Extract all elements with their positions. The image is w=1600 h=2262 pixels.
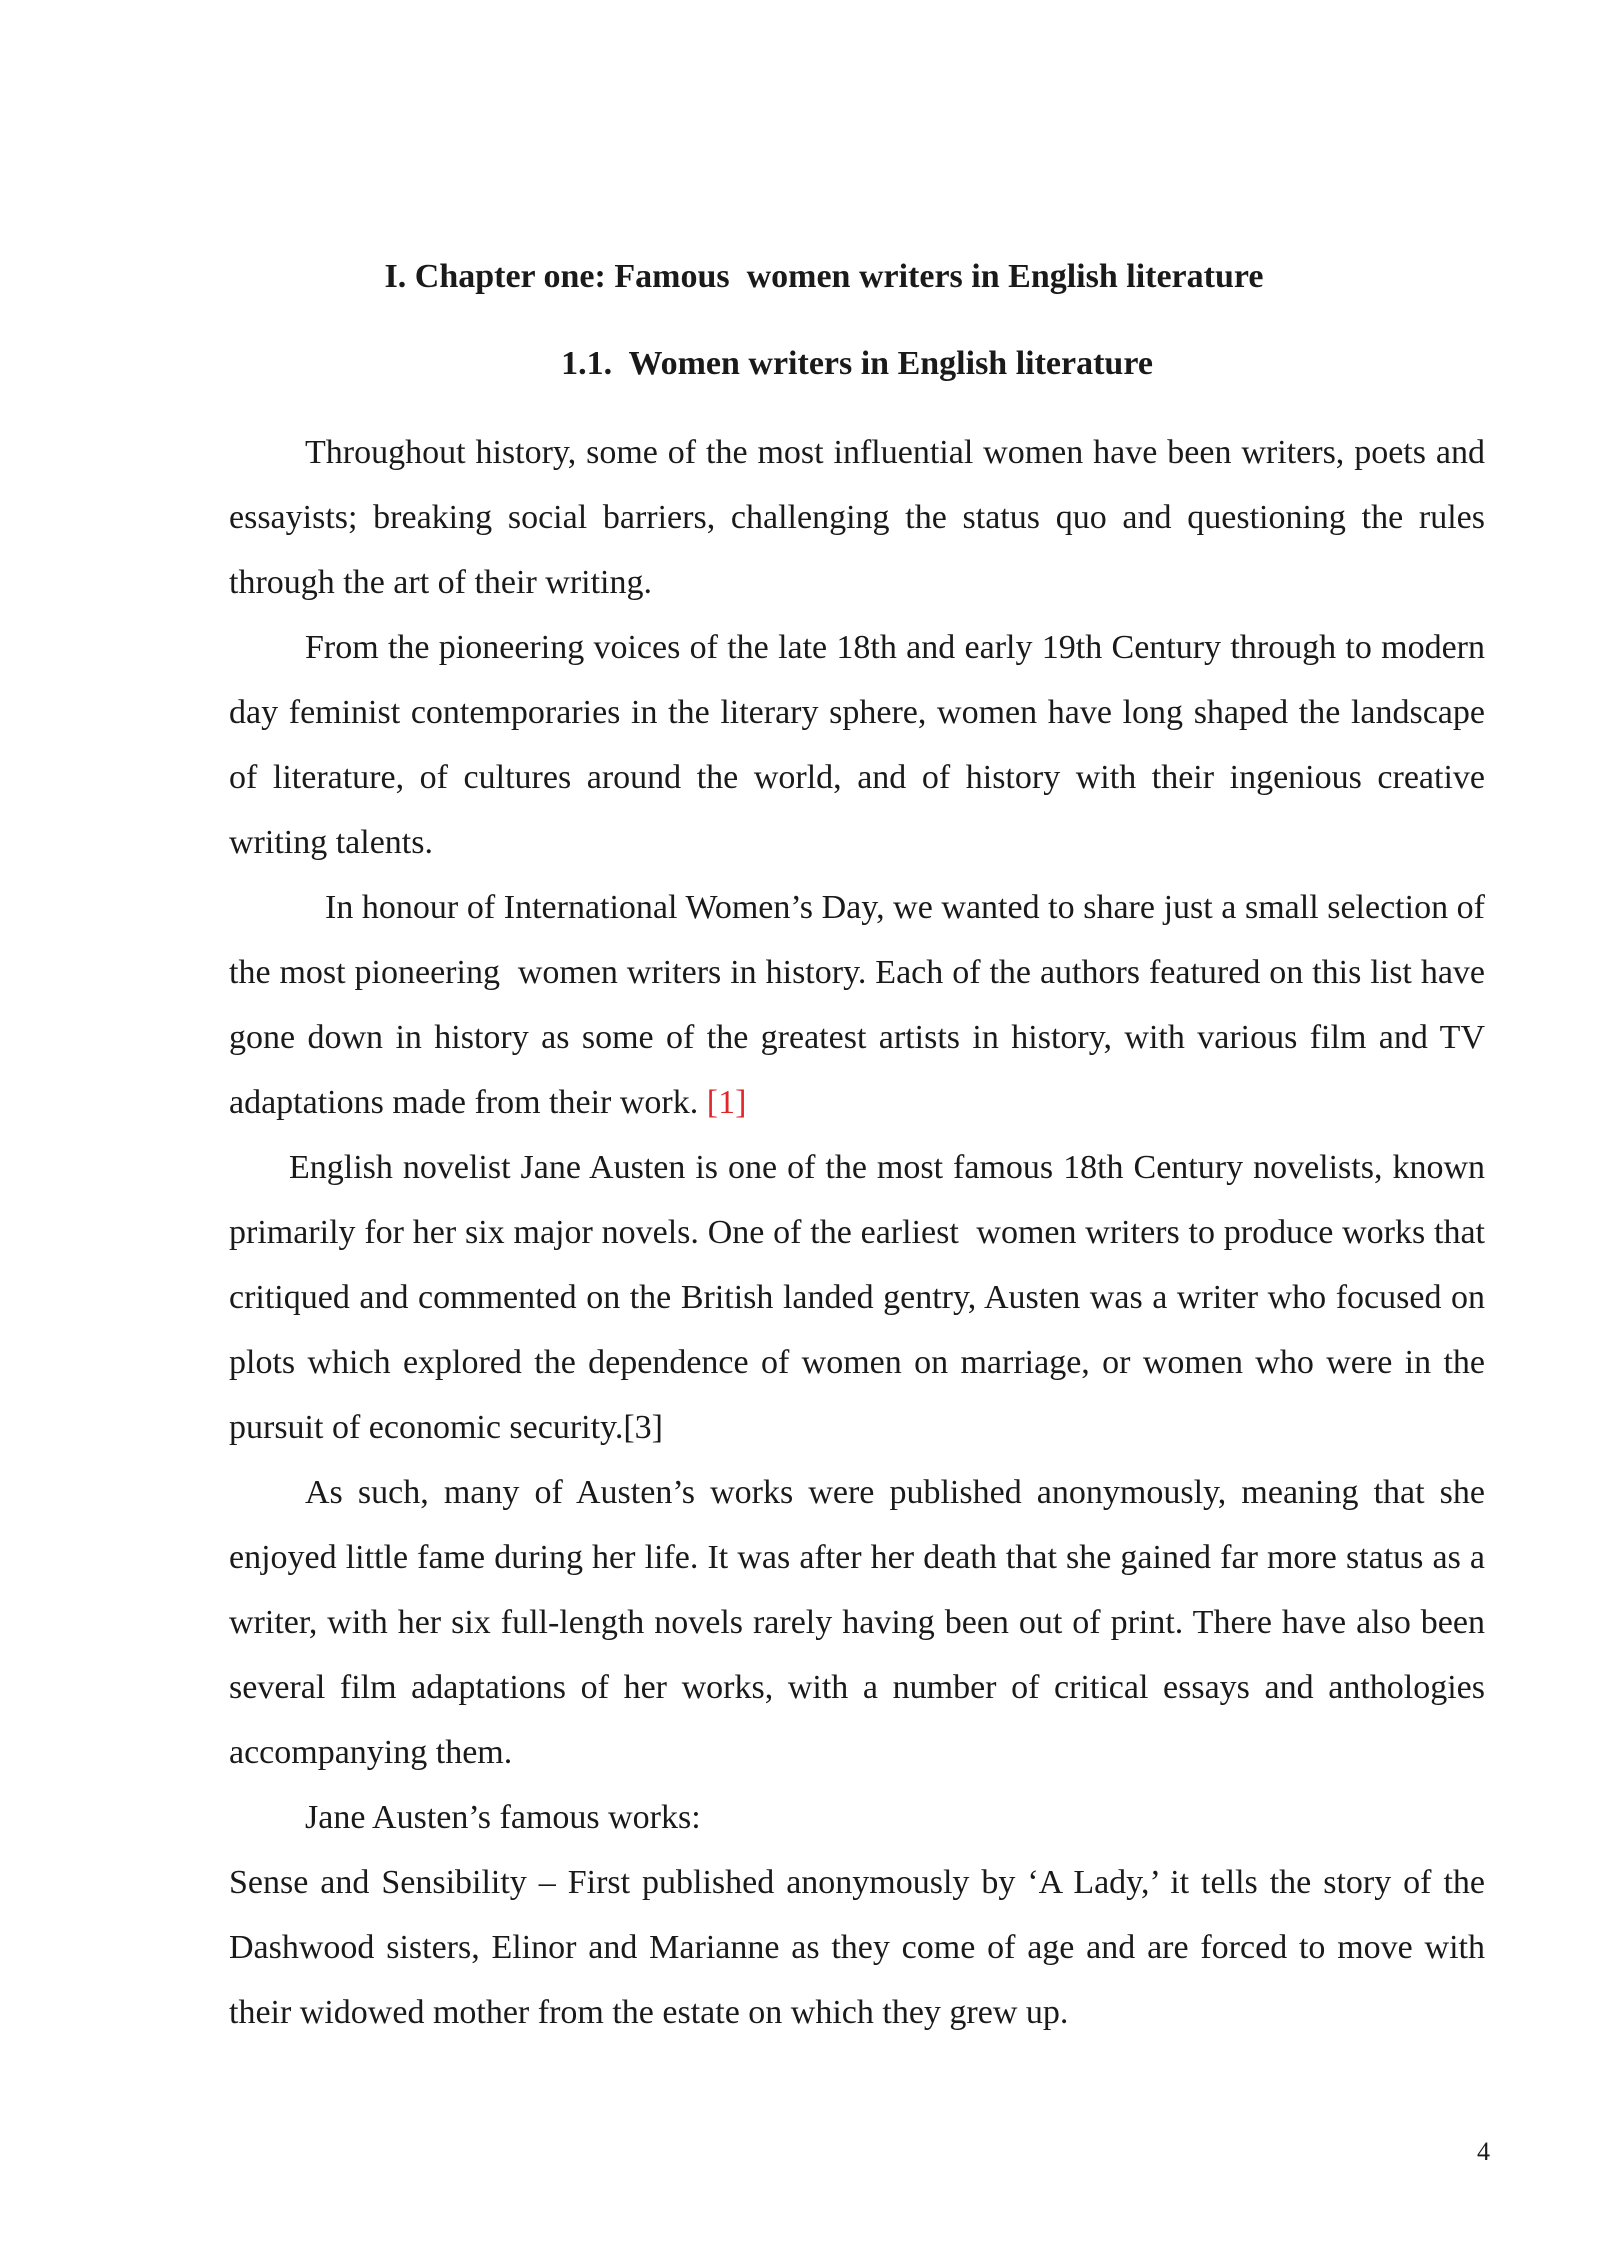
paragraph-6: Jane Austen’s famous works: [305, 1799, 701, 1836]
chapter-title: I. Chapter one: Famous women writers in English literature [384, 258, 1264, 295]
citation-link[interactable]: [1] [706, 1084, 747, 1121]
body-text [229, 420, 1494, 2045]
paragraph-7: Sense and Sensibility – First published anonymously by ‘A Lady,’ it tells the story of the Dashwood sisters, Elinor and Marianne as they come of age and are forced to move with their widowed mother from the estate on which they grew up. [229, 1864, 1494, 2031]
page-number: 4 [1477, 2137, 1490, 2166]
paragraph-2: From the pioneering voices of the late 18th and early 19th Century through to modern day feminist contemporaries in the literary sphere, women have long shaped the landscape of literature, of cultures around the world, and of history with their ingenious creative writing talents. [229, 629, 1494, 861]
section-title: 1.1. Women writers in English literature [561, 345, 1153, 382]
paragraph-5: As such, many of Austen’s works were published anonymously, meaning that she enjoyed little fame during her life. It was after her death that she gained far more status as a writer, with her six full-length novels rarely having been out of print. There have also been several film adaptations of her works, with a number of critical essays and anthologies accompanying them. [229, 1474, 1494, 1771]
paragraph-1: Throughout history, some of the most influential women have been writers, poets and essayists; breaking social barriers, challenging the status quo and questioning the rules through the art of their writing. [229, 434, 1494, 601]
paragraph-3-text: In honour of International Women’s Day, we wanted to share just a small selection of the most pioneering women writers in history. Each of the authors featured on this list have gone down in history as some of the greatest artists in history, with various film and TV adaptations made from their work. [229, 889, 1494, 1121]
paragraph-4: English novelist Jane Austen is one of the most famous 18th Century novelists, known primarily for her six major novels. One of the earliest women writers to produce works that critiqued and commented on the British landed gentry, Austen was a writer who focused on plots which explored the dependence of women on marriage, or women who were in the pursuit of economic security.[3] [229, 1149, 1494, 1446]
paragraph-3 [229, 875, 1494, 1135]
